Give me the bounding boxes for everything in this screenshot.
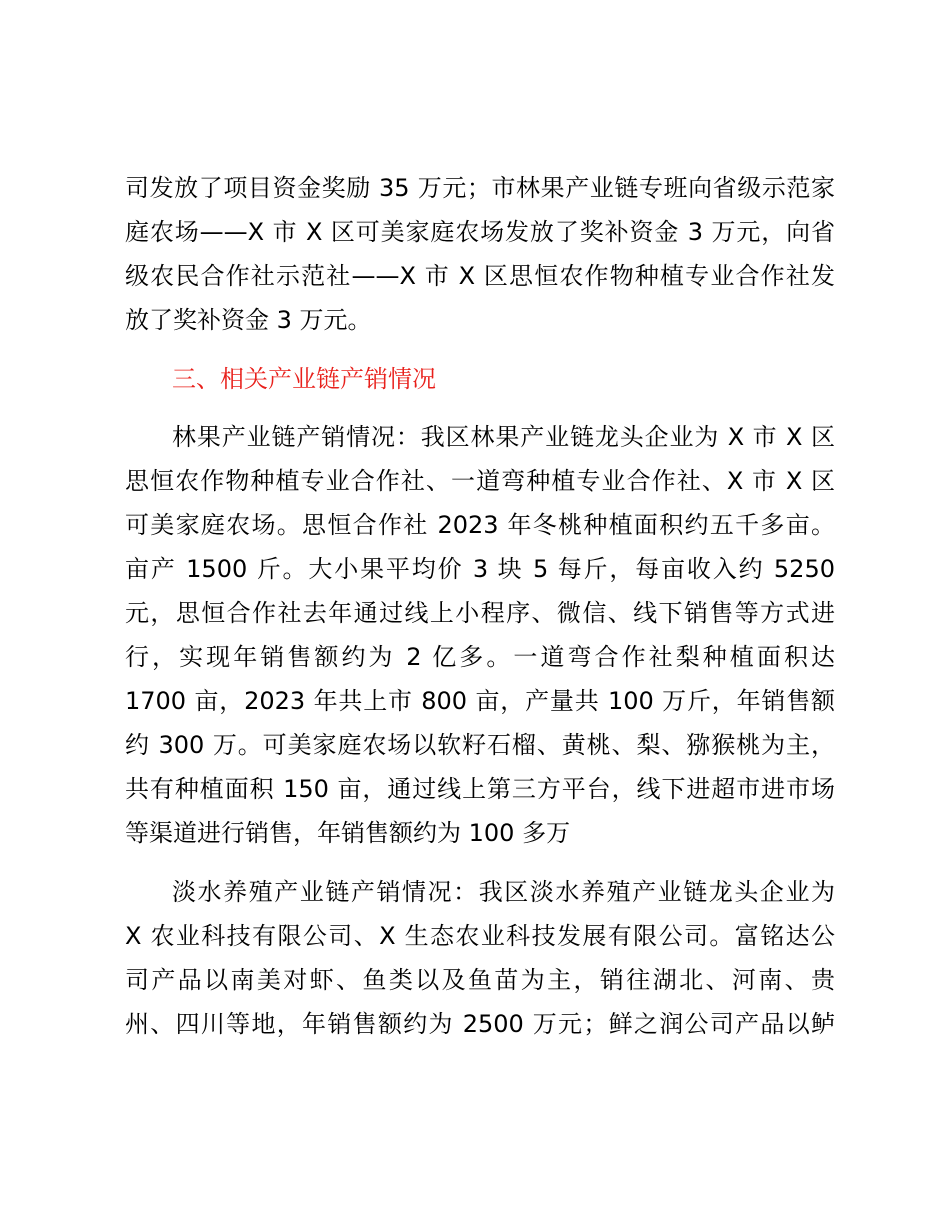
text-line: 司产品以南美对虾、鱼类以及鱼苗为主，销往湖北、河南、贵 — [125, 966, 835, 994]
section-heading: 三、相关产业链产销情况 — [172, 365, 436, 393]
text-line: 林果产业链产销情况：我区林果产业链龙头企业为 X 市 X 区 — [172, 423, 835, 451]
text-line: X 农业科技有限公司、X 生态农业科技发展有限公司。富铭达公 — [125, 922, 835, 950]
text-line: 可美家庭农场。思恒合作社 2023 年冬桃种植面积约五千多亩。 — [125, 511, 835, 539]
text-line: 共有种植面积 150 亩，通过线上第三方平台，线下进超市进市场 — [125, 775, 835, 803]
text-line: 州、四川等地，年销售额约为 2500 万元；鲜之润公司产品以鲈 — [125, 1010, 835, 1038]
text-line: 司发放了项目资金奖励 35 万元；市林果产业链专班向省级示范家 — [125, 174, 835, 202]
text-line: 元，思恒合作社去年通过线上小程序、微信、线下销售等方式进 — [125, 599, 835, 627]
text-line: 放了奖补资金 3 万元。 — [125, 306, 372, 334]
text-line: 等渠道进行销售，年销售额约为 100 多万 — [125, 819, 571, 847]
text-line: 淡水养殖产业链产销情况：我区淡水养殖产业链龙头企业为 — [172, 878, 835, 906]
text-line: 行，实现年销售额约为 2 亿多。一道弯合作社梨种植面积达 — [125, 643, 835, 671]
text-line: 1700 亩，2023 年共上市 800 亩，产量共 100 万斤，年销售额 — [125, 687, 835, 715]
text-line: 约 300 万。可美家庭农场以软籽石榴、黄桃、梨、猕猴桃为主， — [125, 731, 835, 759]
text-line: 亩产 1500 斤。大小果平均价 3 块 5 每斤，每亩收入约 5250 — [125, 555, 835, 583]
text-line: 思恒农作物种植专业合作社、一道弯种植专业合作社、X 市 X 区 — [125, 467, 835, 495]
text-line: 级农民合作社示范社——X 市 X 区思恒农作物种植专业合作社发 — [125, 262, 835, 290]
text-line: 庭农场——X 市 X 区可美家庭农场发放了奖补资金 3 万元，向省 — [125, 218, 835, 246]
